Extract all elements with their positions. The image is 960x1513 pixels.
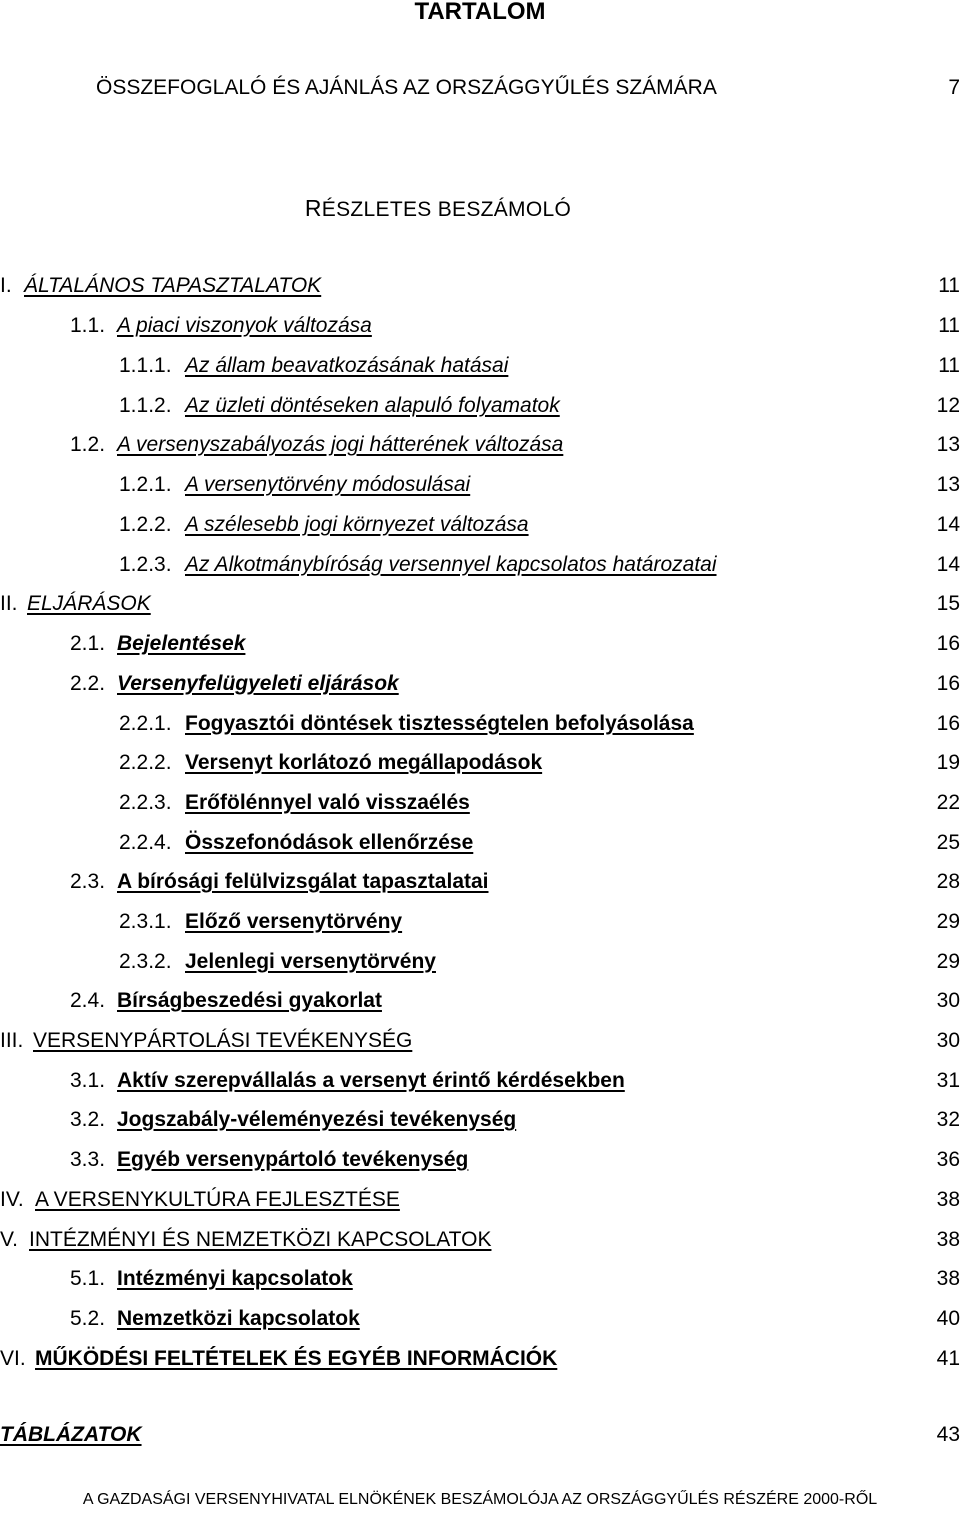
toc-entry-number: 1.2.3. bbox=[119, 553, 172, 576]
toc-entry-label[interactable]: Jogszabály-véleményezési tevékenység bbox=[117, 1108, 517, 1131]
toc-entry[interactable] bbox=[0, 1226, 960, 1254]
toc-entry[interactable] bbox=[0, 908, 960, 936]
toc-entry-label[interactable]: Bejelentések bbox=[117, 632, 246, 655]
toc-entry-number: IV. bbox=[0, 1188, 24, 1211]
toc-entry-label[interactable]: Nemzetközi kapcsolatok bbox=[117, 1307, 360, 1330]
toc-entry-label[interactable]: Az üzleti döntéseken alapuló folyamatok bbox=[185, 394, 560, 417]
toc-entry[interactable] bbox=[0, 829, 960, 857]
toc-entry[interactable] bbox=[0, 1067, 960, 1095]
toc-entry-page: 16 bbox=[936, 712, 960, 735]
toc-entry[interactable] bbox=[0, 1027, 960, 1055]
toc-entry[interactable] bbox=[0, 948, 960, 976]
toc-entry-page: 32 bbox=[936, 1108, 960, 1131]
toc-entry[interactable] bbox=[0, 392, 960, 420]
toc-entry[interactable] bbox=[0, 352, 960, 380]
toc-entry-page: 38 bbox=[936, 1188, 960, 1211]
toc-entry-number: 2.3.1. bbox=[119, 910, 172, 933]
toc-entry-number: 2.1. bbox=[70, 632, 106, 655]
toc-entry-label[interactable]: A piaci viszonyok változása bbox=[117, 314, 372, 337]
toc-entry-number: 2.2.1. bbox=[119, 712, 172, 735]
toc-entry-page: 11 bbox=[938, 314, 960, 337]
toc-entry[interactable] bbox=[0, 272, 960, 300]
toc-entry-label[interactable]: Aktív szerepvállalás a versenyt érintő kérdésekben bbox=[117, 1069, 625, 1092]
toc-entry[interactable] bbox=[0, 987, 960, 1015]
toc-entry-page: 11 bbox=[938, 274, 960, 297]
toc-entry[interactable] bbox=[0, 471, 960, 499]
toc-entry-number: 1.2.1. bbox=[119, 473, 172, 496]
detailed-report-heading bbox=[0, 196, 876, 222]
toc-entry-number: V. bbox=[0, 1228, 18, 1251]
toc-entry-label[interactable]: Versenyfelügyeleti eljárások bbox=[117, 672, 399, 695]
toc-entry-label[interactable]: Összefonódások ellenőrzése bbox=[185, 831, 474, 854]
toc-entry-number: 5.1. bbox=[70, 1267, 106, 1290]
toc-entry-label[interactable]: A bírósági felülvizsgálat tapasztalatai bbox=[117, 870, 489, 893]
toc-entry-label[interactable]: INTÉZMÉNYI ÉS NEMZETKÖZI KAPCSOLATOK bbox=[29, 1228, 492, 1251]
toc-entry-number: 2.4. bbox=[70, 989, 106, 1012]
toc-entry-number: 1.2.2. bbox=[119, 513, 172, 536]
toc-entry[interactable] bbox=[0, 590, 960, 618]
toc-entry[interactable] bbox=[0, 511, 960, 539]
toc-entry-number: 3.1. bbox=[70, 1069, 106, 1092]
toc-tables-entry[interactable] bbox=[0, 1421, 960, 1449]
toc-entry-label[interactable]: Előző versenytörvény bbox=[185, 910, 403, 933]
toc-entry-number: 3.2. bbox=[70, 1108, 106, 1131]
toc-entry-page: 16 bbox=[936, 632, 960, 655]
toc-entry-page: 14 bbox=[936, 513, 960, 536]
toc-entry-label[interactable]: A szélesebb jogi környezet változása bbox=[185, 513, 529, 536]
toc-entry[interactable] bbox=[0, 1186, 960, 1214]
toc-entry[interactable] bbox=[0, 1345, 960, 1373]
toc-entry-number: 2.2.4. bbox=[119, 831, 172, 854]
toc-entry-page: 38 bbox=[936, 1267, 960, 1290]
toc-entry-page: 29 bbox=[936, 950, 960, 973]
toc-entry-label[interactable]: A versenytörvény módosulásai bbox=[185, 473, 471, 496]
toc-entry-label[interactable]: Versenyt korlátozó megállapodások bbox=[185, 751, 543, 774]
toc-entry[interactable] bbox=[0, 710, 960, 738]
toc-tables-page: 43 bbox=[936, 1423, 960, 1446]
toc-entry-page: 15 bbox=[936, 592, 960, 615]
toc-entry-label[interactable]: Az Alkotmánybíróság versennyel kapcsolatos határozatai bbox=[185, 553, 717, 576]
toc-entry[interactable] bbox=[0, 1146, 960, 1174]
toc-entry[interactable] bbox=[0, 868, 960, 896]
toc-entry-page: 22 bbox=[936, 791, 960, 814]
toc-entry-page: 19 bbox=[936, 751, 960, 774]
toc-summary-label[interactable]: ÖSSZEFOGLALÓ ÉS AJÁNLÁS AZ ORSZÁGGYŰLÉS SZÁMÁRA bbox=[96, 76, 717, 99]
toc-entry-label[interactable]: ELJÁRÁSOK bbox=[27, 592, 151, 615]
toc-entry[interactable] bbox=[0, 431, 960, 459]
toc-entry-number: 1.1. bbox=[70, 314, 106, 337]
toc-entry-number: 3.3. bbox=[70, 1148, 106, 1171]
toc-entry-page: 16 bbox=[936, 672, 960, 695]
toc-entry[interactable] bbox=[0, 1305, 960, 1333]
toc-entry-page: 12 bbox=[936, 394, 960, 417]
toc-entry-page: 31 bbox=[936, 1069, 960, 1092]
toc-entry-label[interactable]: VERSENYPÁRTOLÁSI TEVÉKENYSÉG bbox=[33, 1029, 413, 1052]
heading-initial: R bbox=[304, 195, 322, 221]
toc-entry-number: 2.2.2. bbox=[119, 751, 172, 774]
toc-summary-page: 7 bbox=[948, 76, 960, 99]
toc-entry-page: 30 bbox=[936, 1029, 960, 1052]
toc-entry-page: 25 bbox=[936, 831, 960, 854]
toc-entry-page: 40 bbox=[936, 1307, 960, 1330]
toc-entry-number: 2.2.3. bbox=[119, 791, 172, 814]
page-title: TARTALOM bbox=[414, 0, 546, 25]
heading-rest: ÉSZLETES BESZÁMOLÓ bbox=[321, 198, 572, 221]
toc-entry-number: 2.2. bbox=[70, 672, 106, 695]
toc-entry-page: 38 bbox=[936, 1228, 960, 1251]
toc-entry[interactable] bbox=[0, 1265, 960, 1293]
toc-entry[interactable] bbox=[0, 670, 960, 698]
toc-entry-number: 1.1.2. bbox=[119, 394, 172, 417]
toc-entry-page: 11 bbox=[938, 354, 960, 377]
page-footer: A GAZDASÁGI VERSENYHIVATAL ELNÖKÉNEK BESZÁMOLÓJA AZ ORSZÁGGYŰLÉS RÉSZÉRE 2000-RŐL bbox=[82, 1491, 878, 1508]
toc-entry-page: 14 bbox=[936, 553, 960, 576]
toc-entry-label[interactable]: Egyéb versenypártoló tevékenység bbox=[117, 1148, 469, 1171]
toc-entry-label[interactable]: Erőfölénnyel való visszaélés bbox=[185, 791, 470, 814]
toc-entry-page: 29 bbox=[936, 910, 960, 933]
toc-entry-label[interactable]: Fogyasztói döntések tisztességtelen befolyásolása bbox=[185, 712, 694, 735]
toc-entry[interactable] bbox=[0, 789, 960, 817]
toc-entry-label[interactable]: A versenyszabályozás jogi hátterének változása bbox=[117, 433, 564, 456]
toc-entry-page: 28 bbox=[936, 870, 960, 893]
toc-entry-label[interactable]: Az állam beavatkozásának hatásai bbox=[185, 354, 509, 377]
toc-entry-page: 13 bbox=[936, 433, 960, 456]
toc-entry-label[interactable]: Jelenlegi versenytörvény bbox=[185, 950, 436, 973]
toc-entry[interactable] bbox=[0, 1106, 960, 1134]
toc-entry-number: 2.3. bbox=[70, 870, 106, 893]
toc-entry-page: 13 bbox=[936, 473, 960, 496]
toc-entry-label[interactable]: ÁLTALÁNOS TAPASZTALATOK bbox=[24, 274, 322, 297]
toc-tables-label[interactable]: TÁBLÁZATOK bbox=[0, 1423, 142, 1446]
toc-entry-label[interactable]: Bírságbeszedési gyakorlat bbox=[117, 989, 382, 1012]
toc-entry-number: 1.1.1. bbox=[119, 354, 172, 377]
toc-entry-number: I. bbox=[0, 274, 12, 297]
toc-entry-number: III. bbox=[0, 1029, 24, 1052]
toc-entry-label[interactable]: A VERSENYKULTÚRA FEJLESZTÉSE bbox=[35, 1188, 400, 1211]
toc-entry-page: 36 bbox=[936, 1148, 960, 1171]
toc-entry[interactable] bbox=[0, 551, 960, 579]
toc-entry-number: 1.2. bbox=[70, 433, 106, 456]
toc-entry[interactable] bbox=[0, 749, 960, 777]
toc-entry-number: VI. bbox=[0, 1347, 26, 1370]
toc-entry-label[interactable]: MŰKÖDÉSI FELTÉTELEK ÉS EGYÉB INFORMÁCIÓK bbox=[35, 1347, 558, 1370]
toc-entry-label[interactable]: Intézményi kapcsolatok bbox=[117, 1267, 353, 1290]
toc-entry-page: 30 bbox=[936, 989, 960, 1012]
toc-entry-number: 2.3.2. bbox=[119, 950, 172, 973]
toc-entry[interactable] bbox=[0, 630, 960, 658]
toc-entry[interactable] bbox=[0, 312, 960, 340]
toc-entry-page: 41 bbox=[936, 1347, 960, 1370]
toc-entry-number: 5.2. bbox=[70, 1307, 106, 1330]
toc-entry-number: II. bbox=[0, 592, 18, 615]
